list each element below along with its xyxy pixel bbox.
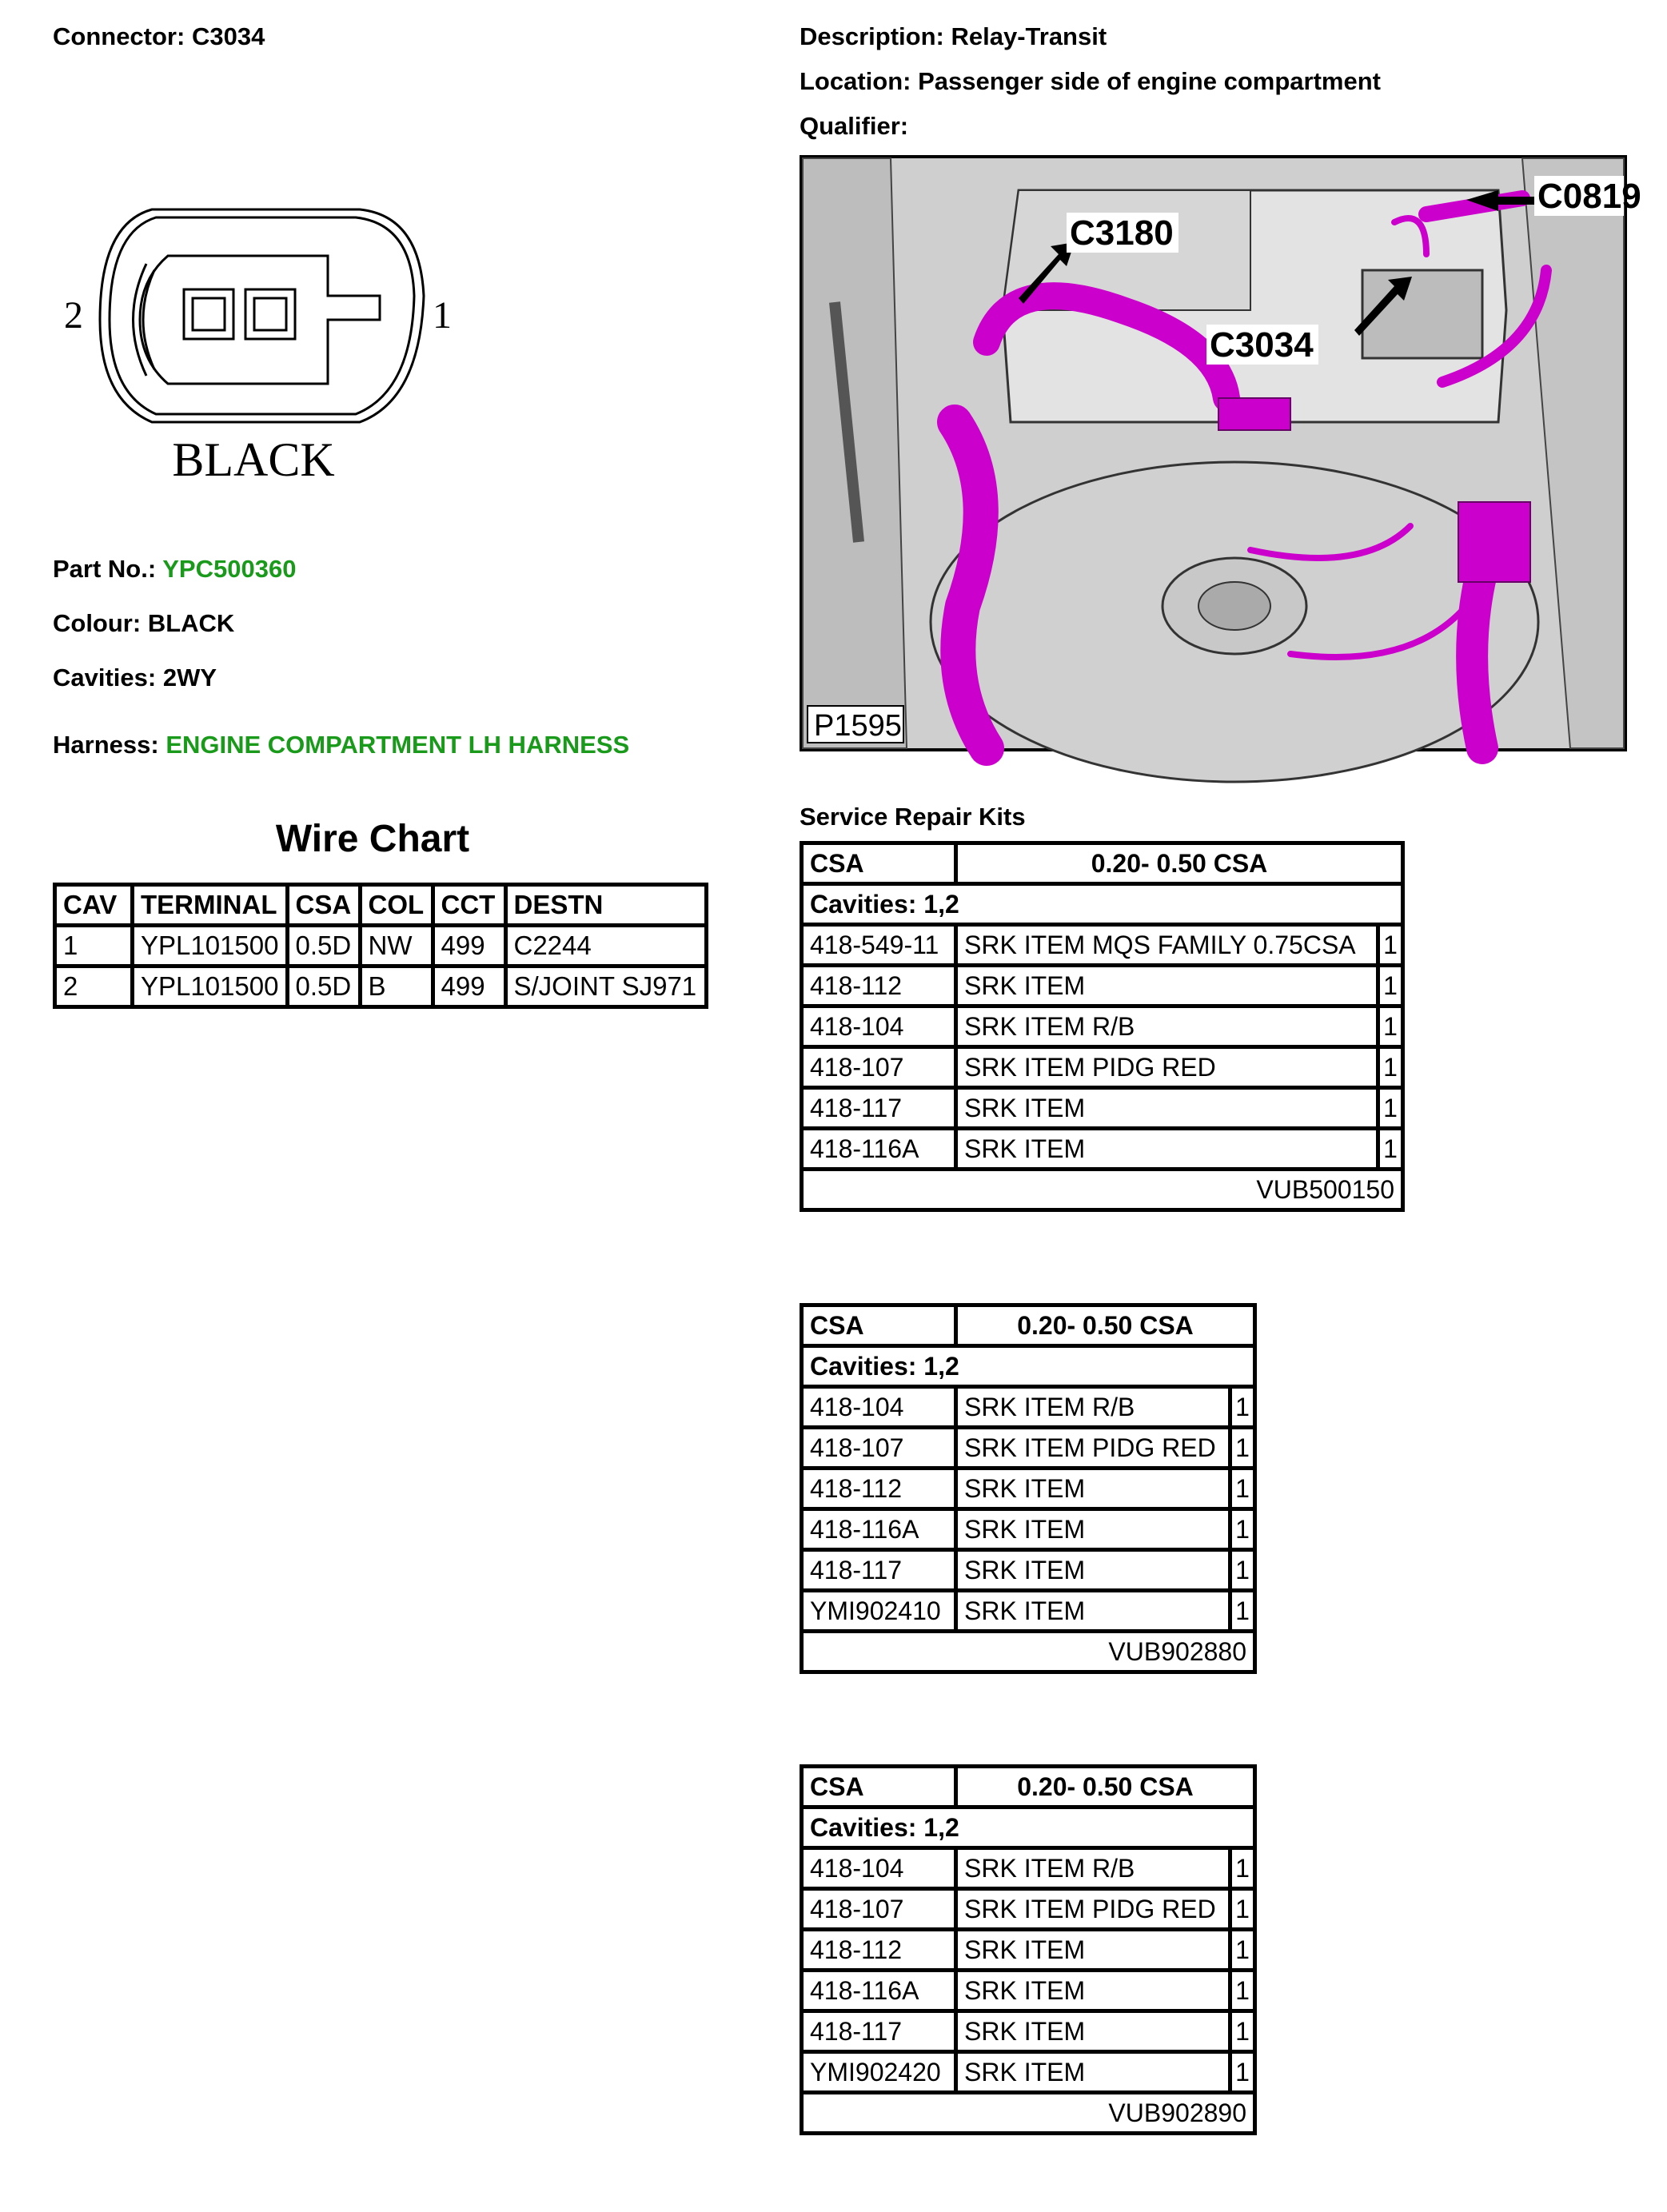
kit-item-description: SRK ITEM R/B	[956, 1848, 1230, 1889]
kit-csa-value: 0.20- 0.50 CSA	[956, 843, 1403, 884]
kit-number: VUB500150	[802, 1170, 1403, 1210]
kit-csa-value: 0.20- 0.50 CSA	[956, 1767, 1255, 1807]
pin-label-left: 2	[64, 294, 83, 337]
kit-part-number: 418-549-11	[802, 925, 956, 966]
repair-kit-table	[800, 841, 1405, 1212]
wire-chart-cell: 0.5D	[287, 926, 360, 967]
kit-item-description: SRK ITEM	[956, 1129, 1378, 1170]
kit-number-row	[802, 2093, 1255, 2134]
cavities-value: 2WY	[162, 664, 217, 691]
kit-number: VUB902880	[802, 1632, 1255, 1672]
kit-part-number: 418-107	[802, 1889, 956, 1930]
wire-chart-cell: 499	[433, 967, 505, 1007]
kit-item-quantity: 1	[1378, 1129, 1403, 1170]
kit-item-quantity: 1	[1378, 1088, 1403, 1129]
table-row	[802, 966, 1403, 1006]
description-value: Relay-Transit	[951, 22, 1107, 50]
colour-line	[53, 609, 234, 638]
wire-chart-header: CCT	[433, 885, 505, 926]
kit-cavities-row	[802, 884, 1403, 925]
wire-chart-cell: 499	[433, 926, 505, 967]
kit-cavities: Cavities: 1,2	[802, 884, 1403, 925]
kit-number: VUB902890	[802, 2093, 1255, 2134]
kit-item-quantity: 1	[1378, 925, 1403, 966]
cavities-label: Cavities:	[53, 664, 157, 691]
table-row	[802, 1006, 1403, 1047]
kit-csa-label: CSA	[802, 843, 956, 884]
wire-chart-cell: 1	[55, 926, 133, 967]
connector-location-photo	[800, 155, 1641, 751]
callout-label: C3180	[1070, 213, 1174, 253]
qualifier-label: Qualifier:	[800, 112, 909, 140]
connector-heading	[53, 22, 265, 51]
table-row	[802, 1469, 1255, 1509]
wire-chart-cell: S/JOINT SJ971	[505, 967, 706, 1007]
wire-chart-cell: 2	[55, 967, 133, 1007]
kit-part-number: 418-112	[802, 1469, 956, 1509]
kit-csa-label: CSA	[802, 1767, 956, 1807]
kit-part-number: 418-116A	[802, 1971, 956, 2011]
qualifier-heading	[800, 112, 908, 141]
kit-cavities: Cavities: 1,2	[802, 1346, 1255, 1387]
kit-item-description: SRK ITEM	[956, 966, 1378, 1006]
kit-item-description: SRK ITEM	[956, 1509, 1230, 1550]
part-number-value: YPC500360	[162, 555, 297, 583]
kit-item-description: SRK ITEM	[956, 1591, 1230, 1632]
kit-part-number: 418-107	[802, 1047, 956, 1088]
kit-part-number: 418-117	[802, 1088, 956, 1129]
description-heading	[800, 22, 1107, 51]
kit-item-description: SRK ITEM	[956, 1971, 1230, 2011]
engine-bay-illustration	[803, 158, 1641, 748]
kit-part-number: YMI902410	[802, 1591, 956, 1632]
table-row	[55, 926, 707, 967]
wire-chart-cell: C2244	[505, 926, 706, 967]
callout-label: C3034	[1210, 325, 1314, 365]
repair-kit-table	[800, 1764, 1257, 2135]
kit-part-number: 418-104	[802, 1006, 956, 1047]
kit-item-quantity: 1	[1230, 1550, 1255, 1591]
kit-item-description: SRK ITEM	[956, 1930, 1230, 1971]
harness-line	[53, 731, 629, 759]
table-row	[802, 1930, 1255, 1971]
wire-chart-header: DESTN	[505, 885, 706, 926]
wire-chart-cell: YPL101500	[133, 967, 288, 1007]
wire-chart-header: COL	[360, 885, 433, 926]
wire-chart-table	[53, 883, 708, 1009]
kit-item-quantity: 1	[1378, 966, 1403, 1006]
kit-part-number: 418-116A	[802, 1509, 956, 1550]
colour-value: BLACK	[147, 609, 235, 637]
kit-item-description: SRK ITEM	[956, 1088, 1378, 1129]
kit-item-quantity: 1	[1230, 1387, 1255, 1428]
table-row	[802, 925, 1403, 966]
table-row	[802, 1550, 1255, 1591]
kit-csa-label: CSA	[802, 1305, 956, 1346]
service-repair-kits-title: Service Repair Kits	[800, 803, 1026, 831]
kit-cavities-row	[802, 1346, 1255, 1387]
location-value: Passenger side of engine compartment	[918, 67, 1381, 95]
kit-item-description: SRK ITEM	[956, 2011, 1230, 2052]
harness-value: ENGINE COMPARTMENT LH HARNESS	[166, 731, 630, 759]
connector-value: C3034	[191, 22, 265, 50]
kit-item-quantity: 1	[1230, 1509, 1255, 1550]
table-row	[802, 1509, 1255, 1550]
table-row	[802, 1889, 1255, 1930]
kit-item-description: SRK ITEM R/B	[956, 1006, 1378, 1047]
kit-item-description: SRK ITEM	[956, 2052, 1230, 2093]
kit-item-quantity: 1	[1230, 1591, 1255, 1632]
connector-label: Connector:	[53, 22, 185, 50]
kit-part-number: 418-112	[802, 1930, 956, 1971]
wire-chart-title: Wire Chart	[275, 818, 470, 860]
table-row	[802, 2011, 1255, 2052]
kit-item-quantity: 1	[1230, 1971, 1255, 2011]
kit-item-quantity: 1	[1230, 2052, 1255, 2093]
colour-label: Colour:	[53, 609, 142, 637]
wire-chart-header: CSA	[287, 885, 360, 926]
kit-item-quantity: 1	[1230, 1889, 1255, 1930]
kit-item-description: SRK ITEM	[956, 1550, 1230, 1591]
location-heading	[800, 67, 1381, 96]
kit-item-description: SRK ITEM PIDG RED	[956, 1428, 1230, 1469]
location-label: Location:	[800, 67, 911, 95]
callout-label: C0819	[1537, 177, 1641, 216]
kit-csa-row	[802, 843, 1403, 884]
kit-item-quantity: 1	[1230, 1469, 1255, 1509]
kit-item-quantity: 1	[1230, 1848, 1255, 1889]
connector-colour-caption: BLACK	[172, 433, 335, 486]
kit-part-number: 418-116A	[802, 1129, 956, 1170]
kit-part-number: 418-112	[802, 966, 956, 1006]
table-row	[802, 1591, 1255, 1632]
kit-number-row	[802, 1632, 1255, 1672]
wire-chart-header: TERMINAL	[133, 885, 288, 926]
wire-chart-header: CAV	[55, 885, 133, 926]
kit-item-description: SRK ITEM PIDG RED	[956, 1047, 1378, 1088]
kit-item-description: SRK ITEM	[956, 1469, 1230, 1509]
kit-item-description: SRK ITEM R/B	[956, 1387, 1230, 1428]
kit-item-quantity: 1	[1230, 1930, 1255, 1971]
table-row	[802, 2052, 1255, 2093]
kit-cavities: Cavities: 1,2	[802, 1807, 1255, 1848]
harness-label: Harness:	[53, 731, 159, 759]
kit-csa-row	[802, 1767, 1255, 1807]
kit-item-description: SRK ITEM MQS FAMILY 0.75CSA	[956, 925, 1378, 966]
description-label: Description:	[800, 22, 944, 50]
kit-csa-row	[802, 1305, 1255, 1346]
table-row	[802, 1088, 1403, 1129]
wire-chart-header-row	[55, 885, 707, 926]
connector-face-drawing	[44, 200, 476, 504]
part-number-line	[53, 555, 296, 584]
table-row	[802, 1129, 1403, 1170]
kit-item-quantity: 1	[1378, 1006, 1403, 1047]
kit-item-quantity: 1	[1230, 2011, 1255, 2052]
repair-kit-table	[800, 1303, 1257, 1674]
table-row	[802, 1428, 1255, 1469]
table-row	[802, 1848, 1255, 1889]
kit-part-number: 418-117	[802, 1550, 956, 1591]
kit-item-quantity: 1	[1378, 1047, 1403, 1088]
kit-item-quantity: 1	[1230, 1428, 1255, 1469]
kit-part-number: 418-104	[802, 1848, 956, 1889]
wire-chart-cell: NW	[360, 926, 433, 967]
figure-id: P1595	[814, 709, 902, 743]
kit-part-number: YMI902420	[802, 2052, 956, 2093]
kit-part-number: 418-107	[802, 1428, 956, 1469]
kit-csa-value: 0.20- 0.50 CSA	[956, 1305, 1255, 1346]
pin-label-right: 1	[433, 294, 452, 337]
table-row	[802, 1971, 1255, 2011]
wire-chart-cell: B	[360, 967, 433, 1007]
wire-chart-cell: YPL101500	[133, 926, 288, 967]
kit-part-number: 418-104	[802, 1387, 956, 1428]
wire-chart-cell: 0.5D	[287, 967, 360, 1007]
kit-item-description: SRK ITEM PIDG RED	[956, 1889, 1230, 1930]
kit-number-row	[802, 1170, 1403, 1210]
cavities-line	[53, 664, 217, 692]
part-number-label: Part No.:	[53, 555, 157, 583]
table-row	[55, 967, 707, 1007]
kit-cavities-row	[802, 1807, 1255, 1848]
table-row	[802, 1387, 1255, 1428]
kit-part-number: 418-117	[802, 2011, 956, 2052]
table-row	[802, 1047, 1403, 1088]
